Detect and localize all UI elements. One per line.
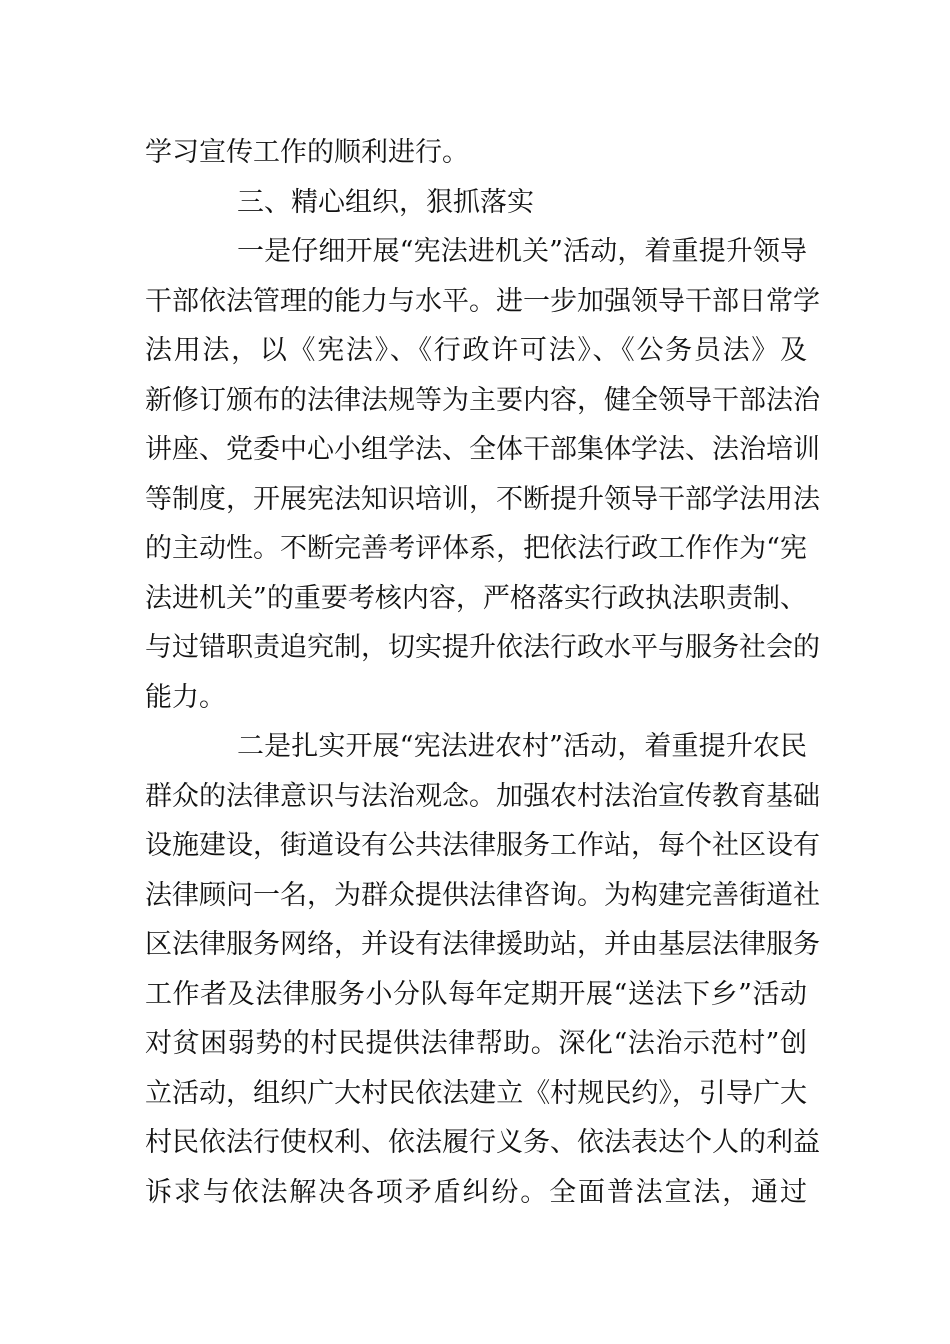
paragraph-first-line: 一是仔细开展“宪法进机关”活动，着重提升领导: [237, 236, 807, 267]
text-line: 的主动性。不断完善考评体系，把依法行政工作作为“宪: [145, 533, 807, 564]
text-line: 设施建设，街道设有公共法律服务工作站，每个社区设有: [145, 830, 820, 861]
paragraph-first-line: 二是扎实开展“宪法进农村”活动，着重提升农民: [237, 731, 807, 762]
text-line: 法律顾问一名，为群众提供法律咨询。为构建完善街道社: [145, 879, 820, 911]
text-line: 村民依法行使权利、依法履行义务、依法表达个人的利益: [145, 1127, 820, 1158]
text-line: 立活动，组织广大村民依法建立《村规民约》，引导广大: [145, 1077, 807, 1109]
text-line: 新修订颁布的法律法规等为主要内容，健全领导干部法治: [145, 384, 820, 416]
text-line: 群众的法律意识与法治观念。加强农村法治宣传教育基础: [145, 780, 820, 812]
text-line: 干部依法管理的能力与水平。进一步加强领导干部日常学: [145, 285, 820, 317]
text-line: 工作者及法律服务小分队每年定期开展“送法下乡”活动: [145, 978, 807, 1010]
text-line: 法进机关”的重要考核内容，严格落实行政执法职责制、: [145, 582, 807, 614]
text-line: 能力。: [145, 681, 226, 713]
section-heading: 三、精心组织，狠抓落实: [237, 186, 534, 218]
text-line: 对贫困弱势的村民提供法律帮助。深化“法治示范村”创: [145, 1028, 807, 1059]
text-line: 与过错职责追究制，切实提升依法行政水平与服务社会的: [145, 632, 820, 663]
text-line: 区法律服务网络，并设有法律援助站，并由基层法律服务: [145, 929, 820, 960]
document-body: [145, 128, 820, 1217]
text-line: 等制度，开展宪法知识培训，不断提升领导干部学法用法: [145, 483, 820, 515]
text-line: 讲座、党委中心小组学法、全体干部集体学法、法治培训: [145, 434, 820, 465]
text-line: 法用法，以《宪法》、《行政许可法》、《公务员法》及: [145, 335, 807, 366]
text-line: 学习宣传工作的顺利进行。: [145, 137, 469, 168]
text-line: 诉求与依法解决各项矛盾纠纷。全面普法宣法，通过: [145, 1176, 807, 1208]
